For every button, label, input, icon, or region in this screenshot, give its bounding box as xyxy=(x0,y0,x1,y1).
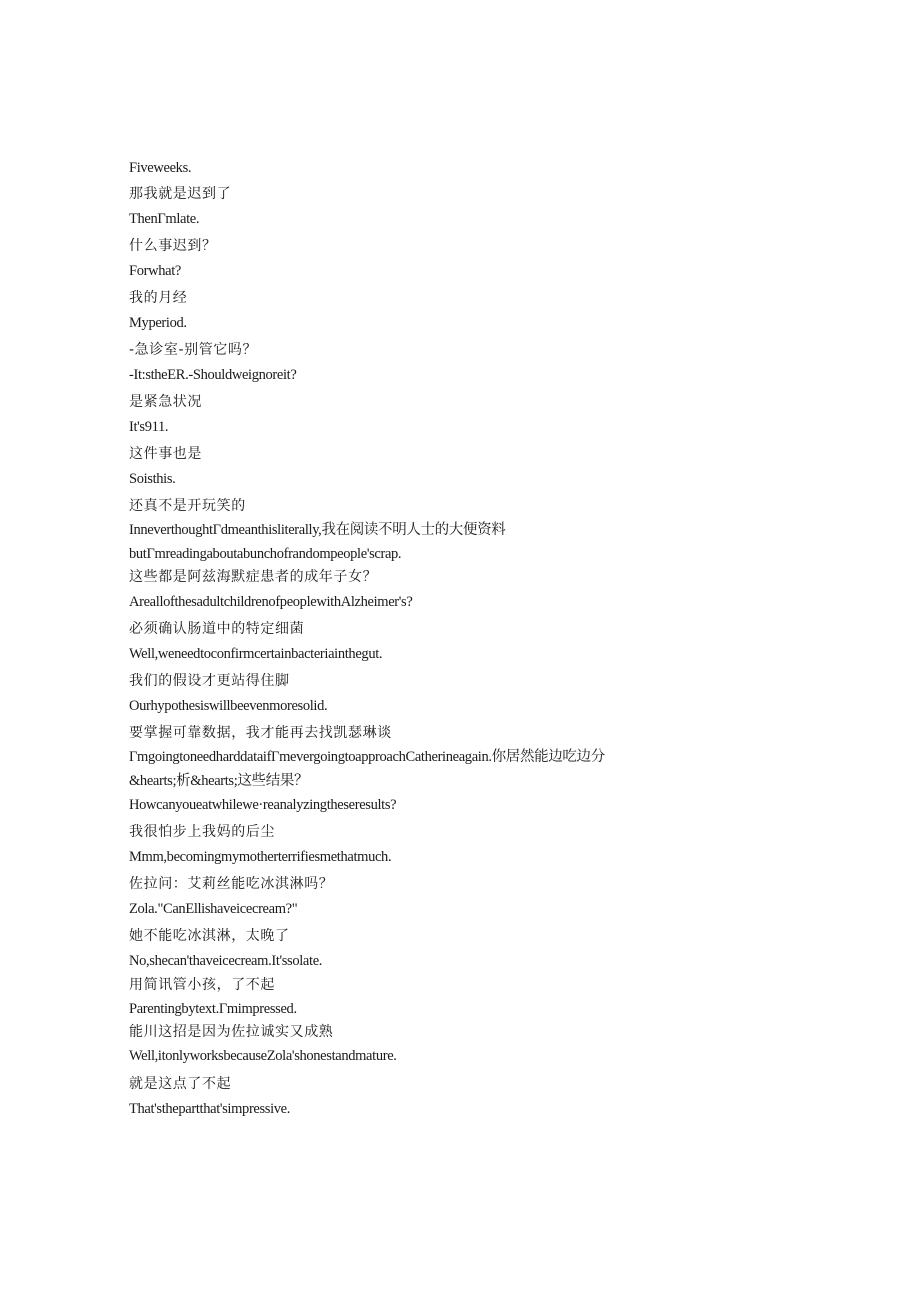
text-line: Mmm,becomingmymotherterrifiesmethatmuch. xyxy=(129,849,392,865)
text-line: 必须确认肠道中的特定细菌 xyxy=(129,621,305,637)
text-line: ThenΓmlate. xyxy=(129,211,200,227)
text-line: InneverthoughtΓdmeanthisliterally,我在阅读不明人士的大便资料 xyxy=(129,522,506,538)
text-line: 用简讯管小孩，了不起 xyxy=(129,977,275,993)
text-line: It's911. xyxy=(129,419,169,435)
text-line: 她不能吃冰淇淋，太晚了 xyxy=(129,928,290,944)
text-line: &hearts;析&hearts;这些结果？ xyxy=(129,773,309,789)
text-line: 什么事迟到？ xyxy=(129,238,217,254)
text-line: Well,weneedtoconfirmcertainbacteriainthegut. xyxy=(129,646,383,662)
text-line: Ourhypothesiswillbeevenmoresolid. xyxy=(129,698,328,714)
text-line: Fiveweeks. xyxy=(129,160,192,176)
text-line: -It:stheER.-Shouldweignoreit? xyxy=(129,367,297,383)
text-line: Myperiod. xyxy=(129,315,187,331)
text-line: No,shecan'thaveicecream.It'ssolate. xyxy=(129,953,323,969)
text-line: 我们的假设才更站得住脚 xyxy=(129,673,290,689)
text-line: 我很怕步上我妈的后尘 xyxy=(129,824,275,840)
text-line: butΓmreadingaboutabunchofrandompeople'scrap. xyxy=(129,546,402,562)
text-line: Well,itonlyworksbecauseZola'shonestandmature. xyxy=(129,1048,397,1064)
text-line: 还真不是开玩笑的 xyxy=(129,498,246,514)
text-line: 这件事也是 xyxy=(129,446,202,462)
text-line: AreallofthesadultchildrenofpeoplewithAlzheimer's? xyxy=(129,594,413,610)
text-line: 要掌握可靠数据，我才能再去找凯瑟琳谈 xyxy=(129,725,392,741)
text-line: Forwhat? xyxy=(129,263,181,279)
text-line: 佐拉问：艾莉丝能吃冰淇淋吗？ xyxy=(129,876,334,892)
text-line: 能川这招是因为佐拉诚实又成熟 xyxy=(129,1024,334,1040)
text-line: 这些都是阿兹海默症患者的成年子女？ xyxy=(129,569,378,585)
text-line: Soisthis. xyxy=(129,471,176,487)
text-line: 是紧急状况 xyxy=(129,394,202,410)
text-line: Parentingbytext.Γmimpressed. xyxy=(129,1001,297,1017)
text-line: Howcanyoueatwhilewe·reanalyzingtheseresults? xyxy=(129,797,397,813)
text-line: ΓmgoingtoneedharddataifΓmevergoingtoapproachCatherineagain.你居然能边吃边分 xyxy=(129,749,605,765)
text-line: 我的月经 xyxy=(129,290,188,306)
text-line: 就是这点了不起 xyxy=(129,1076,232,1092)
text-line: That'sthepartthat'simpressive. xyxy=(129,1101,291,1117)
text-line: -急诊室-别管它吗？ xyxy=(129,342,258,358)
text-line: Zola."CanEllishaveicecream?" xyxy=(129,901,298,917)
text-line: 那我就是迟到了 xyxy=(129,186,232,202)
